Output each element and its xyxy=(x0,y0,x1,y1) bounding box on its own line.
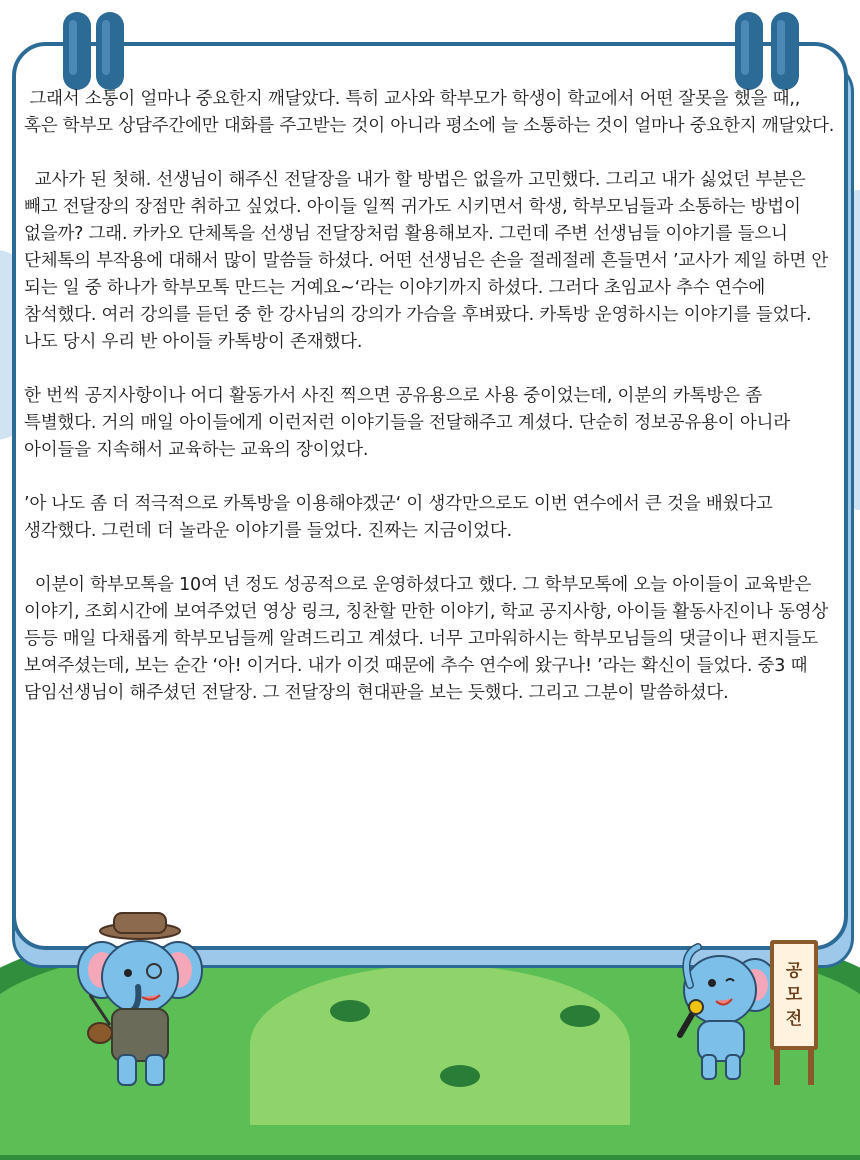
sign-board xyxy=(770,940,818,1050)
bush xyxy=(440,1065,480,1087)
binder-ring xyxy=(735,12,763,90)
contest-sign xyxy=(770,940,818,1080)
bush xyxy=(560,1005,600,1027)
essay-body xyxy=(24,86,836,734)
paragraph: 한 번씩 공지사항이나 어디 활동가서 사진 찍으면 공유용으로 사용 중이었는데, 이분의 카톡방은 좀 특별했다. 거의 매일 아이들에게 이런저런 이야기들을 전달해주고 계셨다. 단순히 정보공유용이 아니라 아이들을 지속해서 교육하는 교육의 장이었다. xyxy=(24,386,796,460)
explorer-elephant-mascot xyxy=(70,905,210,1095)
paragraph: 교사가 된 첫해. 선생님이 해주신 전달장을 내가 할 방법은 없을까 고민했다. 그리고 내가 싫었던 부분은 빼고 전달장의 장점만 취하고 싶었다. 아이들 일찍 귀가도 시키면서 학생, 학부모님들과 소통하는 방법이 없을까? 그래. 카카오 단체톡을 선생님 전달장처럼 활용해보자. 그런데 주변 선생님들 이야기를 들으니 단체톡의 부작용에 대해서 많이 말씀들 하셨다. 어떤 선생님은 손을 절레절레 흔들면서 ’교사가 제일 하면 안 되는 일 중 하나가 학부모톡 만드는 거예요~‘라는 이야기까지 하셨다. 그러다 초임교사 추수 연수에 참석했다. 여러 강의를 듣던 중 한 강사님의 강의가 가슴을 후벼팠다. 카톡방 운영하시는 이야기를 들었다. 나도 당시 우리 반 아이들 카톡방이 존재했다. xyxy=(24,170,834,352)
grass-path xyxy=(250,965,630,1125)
paragraph: 이분이 학부모톡을 10여 년 정도 성공적으로 운영하셨다고 했다. 그 학부모톡에 오늘 아이들이 교육받은 이야기, 조회시간에 보여주었던 영상 링크, 칭찬할 만한 이야기, 학교 공지사항, 아이들 활동사진이나 동영상 등등 매일 다채롭게 학부모님들께 알려드리고 계셨다. 너무 고마워하시는 학부모님들의 댓글이나 편지들도 보여주셨는데, 보는 순간 ‘아! 이거다. 내가 이것 때문에 추수 연수에 왔구나! ’라는 확신이 들었다. 중3 때 담임선생님이 해주셨던 전달장. 그 전달장의 현대판을 보는 듯했다. 그리고 그분이 말씀하셨다. xyxy=(24,575,834,703)
bush xyxy=(330,1000,370,1022)
binder-ring xyxy=(771,12,799,90)
binder-ring xyxy=(63,12,91,90)
reporter-elephant-mascot xyxy=(660,935,780,1085)
sign-char: 전 xyxy=(785,1009,803,1029)
sign-char: 모 xyxy=(785,985,803,1005)
paragraph: ’아 나도 좀 더 적극적으로 카톡방을 이용해야겠군‘ 이 생각만으로도 이번 연수에서 큰 것을 배웠다고 생각했다. 그런데 더 놀라운 이야기를 들었다. 진짜는 지금이었다. xyxy=(24,494,779,541)
binder-ring xyxy=(96,12,124,90)
sign-char: 공 xyxy=(785,961,803,981)
paragraph: 그래서 소통이 얼마나 중요한지 깨달았다. 특히 교사와 학부모가 학생이 학교에서 어떤 잘못을 했을 때,, 혹은 학부모 상담주간에만 대화를 주고받는 것이 아니라 평소에 늘 소통하는 것이 얼마나 중요한지 깨달았다. xyxy=(24,89,835,136)
